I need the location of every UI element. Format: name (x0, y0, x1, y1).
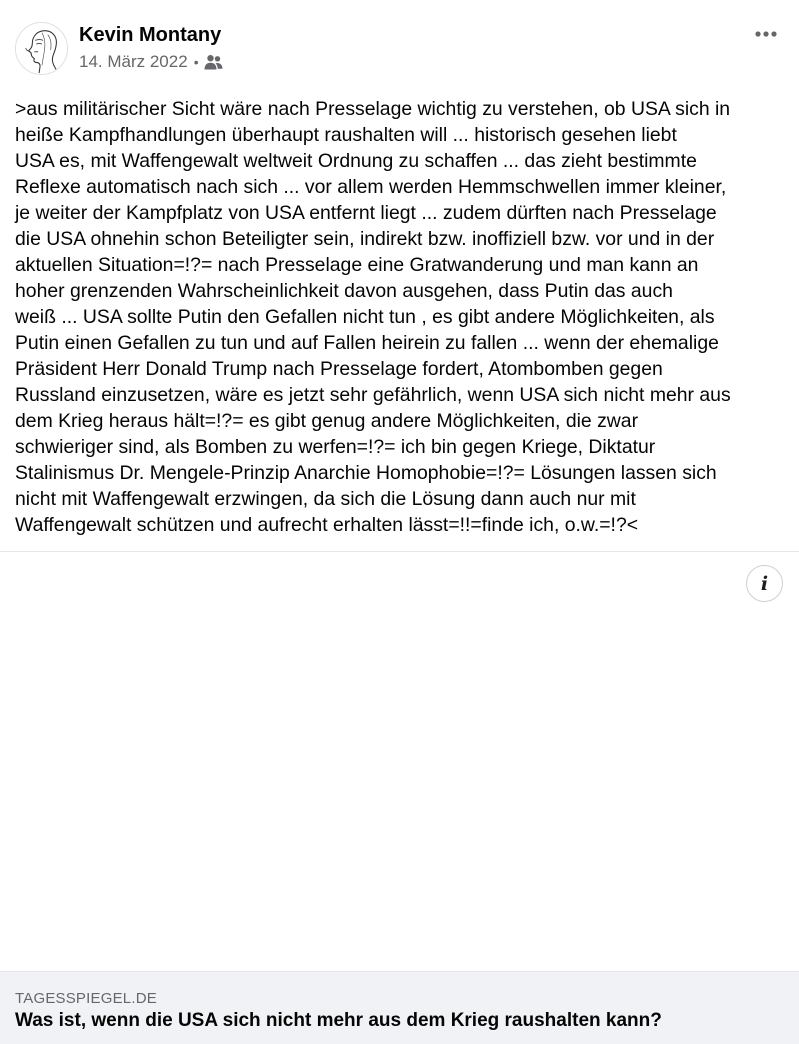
post-text-line: je weiter der Kampfplatz von USA entfernt liegt ... zudem dürften nach Presselage (15, 202, 717, 224)
more-options-button[interactable] (751, 20, 781, 48)
post-text-line: heiße Kampfhandlungen überhaupt raushalten will ... historisch gesehen liebt (15, 124, 677, 146)
post-text-line: USA es, mit Waffengewalt weltweit Ordnung zu schaffen ... das zieht bestimmte (15, 150, 697, 172)
link-domain: TAGESSPIEGEL.DE (15, 990, 157, 1007)
post-text-line: schwieriger sind, als Bomben zu werfen=!?= ich bin gegen Kriege, Diktatur (15, 436, 656, 458)
post-header (0, 0, 799, 90)
post-message (15, 96, 787, 538)
post-text-line: aktuellen Situation=!?= nach Presselage eine Gratwanderung und man kann an (15, 254, 699, 276)
info-icon: i (760, 572, 769, 595)
post-text-line: die USA ohnehin schon Beteiligter sein, indirekt bzw. inoffiziell bzw. vor und in der (15, 228, 715, 250)
post-meta (79, 51, 223, 73)
post-text-line: Waffengewalt schützen und aufrecht erhalten lässt=!!=finde ich, o.w.=!?< (15, 514, 639, 536)
author-avatar[interactable] (15, 22, 68, 75)
info-button[interactable] (746, 565, 783, 602)
post-text-line: dem Krieg heraus hält=!?= es gibt genug andere Möglichkeiten, die zwar (15, 410, 639, 432)
post-text-line: Putin einen Gefallen zu tun und auf Fallen heirein zu fallen ... wenn der ehemalige (15, 332, 719, 354)
link-title[interactable]: Was ist, wenn die USA sich nicht mehr aus dem Krieg raushalten kann? (15, 1010, 662, 1031)
post-text-line: Russland einzusetzen, wäre es jetzt sehr gefährlich, wenn USA sich nicht mehr aus (15, 384, 731, 406)
link-preview-image[interactable] (0, 552, 799, 971)
post-text-line: >aus militärischer Sicht wäre nach Presselage wichtig zu verstehen, ob USA sich in (15, 98, 731, 120)
author-name[interactable]: Kevin Montany (79, 24, 222, 46)
post-text-line: Präsident Herr Donald Trump nach Presselage fordert, Atombomben gegen (15, 358, 663, 380)
post-text-line: Reflexe automatisch nach sich ... vor allem werden Hemmschwellen immer kleiner, (15, 176, 727, 198)
post-text-line: weiß ... USA sollte Putin den Gefallen nicht tun , es gibt andere Möglichkeiten, als (15, 306, 715, 328)
post-text-line: hoher grenzenden Wahrscheinlichkeit davon ausgehen, dass Putin das auch (15, 280, 673, 302)
post-text-line: nicht mit Waffengewalt erzwingen, da sich die Lösung dann auch nur mit (15, 488, 636, 510)
more-options-icon (754, 30, 778, 38)
sketch-portrait-avatar-icon (16, 23, 67, 74)
post-text-line: Stalinismus Dr. Mengele-Prinzip Anarchie Homophobie=!?= Lösungen lassen sich (15, 462, 717, 484)
post-date[interactable]: 14. März 2022 (79, 52, 188, 71)
meta-separator: • (193, 54, 199, 70)
link-preview-card[interactable] (0, 971, 799, 1044)
friends-icon[interactable] (204, 54, 223, 70)
